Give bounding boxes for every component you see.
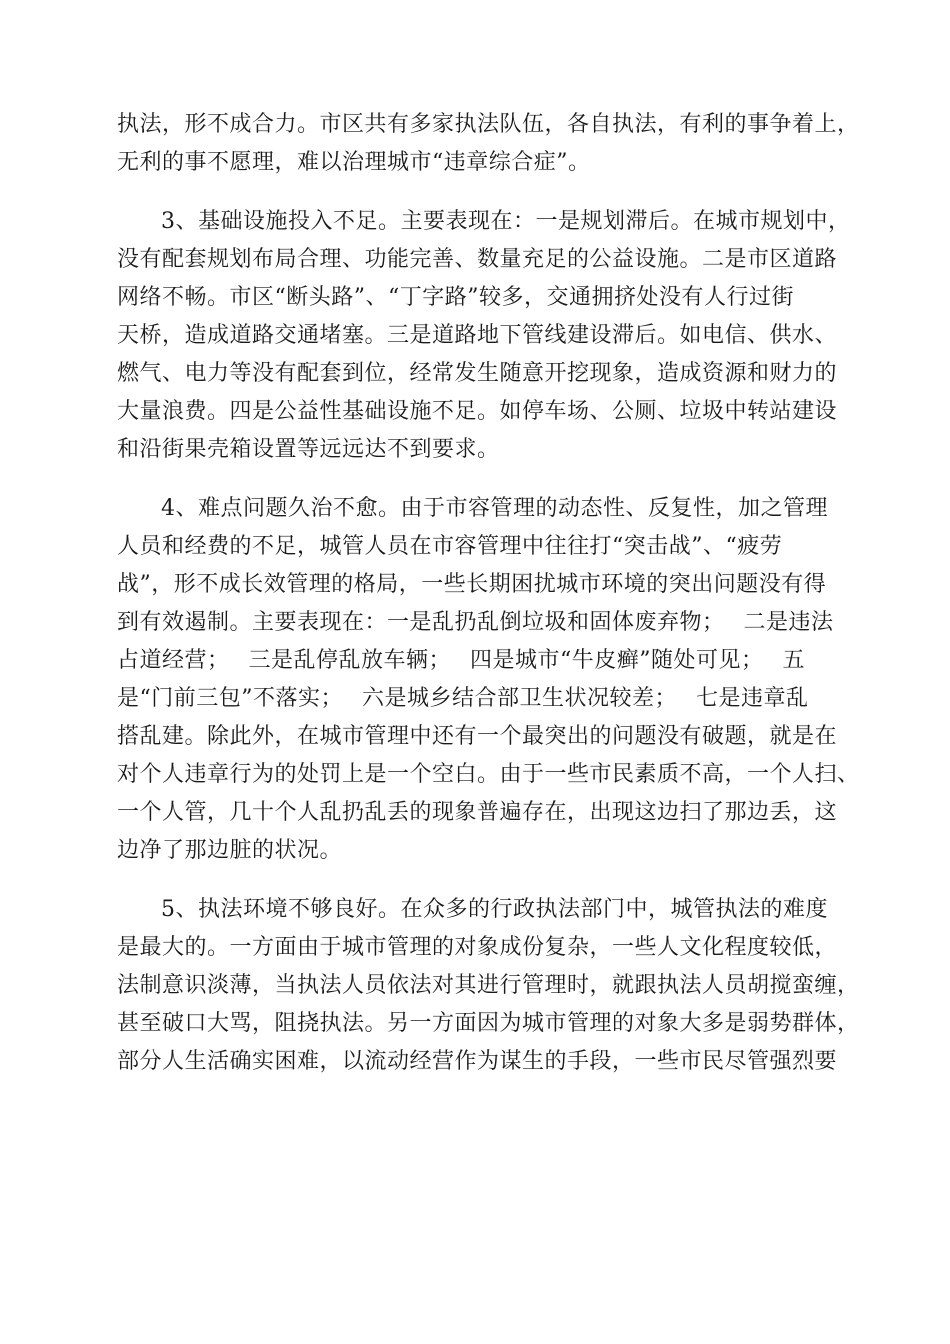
- text-line: 法制意识淡薄，当执法人员依法对其进行管理时，就跟执法人员胡搅蛮缠，: [117, 973, 860, 998]
- text-line: 无利的事不愿理，难以治理城市“违章综合症”。: [117, 150, 591, 175]
- text-line: 和沿街果壳箱设置等远远达不到要求。: [117, 437, 500, 462]
- text-line: 没有配套规划布局合理、功能完善、数量充足的公益设施。二是市区道路: [117, 247, 838, 272]
- paragraph-difficult-problems: [117, 490, 860, 870]
- text-line: 对个人违章行为的处罚上是一个空白。由于一些市民素质不高，一个人扫、: [117, 762, 860, 787]
- text-line: 网络不畅。市区“断头路”、“丁字路”较多，交通拥挤处没有人行过街: [117, 285, 794, 310]
- text-line: 一个人管，几十个人乱扔乱丢的现象普遍存在，出现这边扫了那边丢，这: [117, 800, 838, 825]
- document-page: [117, 106, 860, 1102]
- text-line: 人员和经费的不足，城管人员在市容管理中往往打“突击战”、“疲劳: [117, 534, 783, 559]
- text-line: 5、执法环境不够良好。在众多的行政执法部门中，城管执法的难度: [161, 897, 828, 922]
- paragraph-law-enforcement-continued: [117, 106, 860, 182]
- text-line: 天桥，造成道路交通堵塞。三是道路地下管线建设滞后。如电信、供水、: [117, 323, 838, 348]
- text-line: 大量浪费。四是公益性基础设施不足。如停车场、公厕、垃圾中转站建设: [117, 399, 838, 424]
- paragraph-infrastructure: [117, 203, 851, 469]
- text-line: 部分人生活确实困难，以流动经营作为谋生的手段，一些市民尽管强烈要: [117, 1049, 838, 1074]
- text-line: 燃气、电力等没有配套到位，经常发生随意开挖现象，造成资源和财力的: [117, 361, 838, 386]
- text-line: 甚至破口大骂，阻挠执法。另一方面因为城市管理的对象大多是弱势群体，: [117, 1011, 860, 1036]
- text-line: 战”，形不成长效管理的格局，一些长期困扰城市环境的突出问题没有得: [117, 572, 827, 597]
- text-line: 搭乱建。除此外，在城市管理中还有一个最突出的问题没有破题，就是在: [117, 724, 838, 749]
- text-line: 是最大的。一方面由于城市管理的对象成份复杂，一些人文化程度较低，: [117, 935, 838, 960]
- text-line: 到有效遏制。主要表现在：一是乱扔乱倒垃圾和固体废弃物； 二是违法: [117, 610, 834, 635]
- text-line: 执法，形不成合力。市区共有多家执法队伍，各自执法，有利的事争着上，: [117, 112, 860, 137]
- text-line: 3、基础设施投入不足。主要表现在：一是规划滞后。在城市规划中，: [161, 209, 851, 234]
- text-line: 是“门前三包”不落实； 六是城乡结合部卫生状况较差； 七是违章乱: [117, 686, 809, 711]
- paragraph-enforcement-environment: [117, 891, 860, 1081]
- text-line: 4、难点问题久治不愈。由于市容管理的动态性、反复性，加之管理: [161, 496, 828, 521]
- text-line: 占道经营； 三是乱停乱放车辆； 四是城市“牛皮癣”随处可见； 五: [117, 648, 805, 673]
- text-line: 边净了那边脏的状况。: [117, 838, 343, 863]
